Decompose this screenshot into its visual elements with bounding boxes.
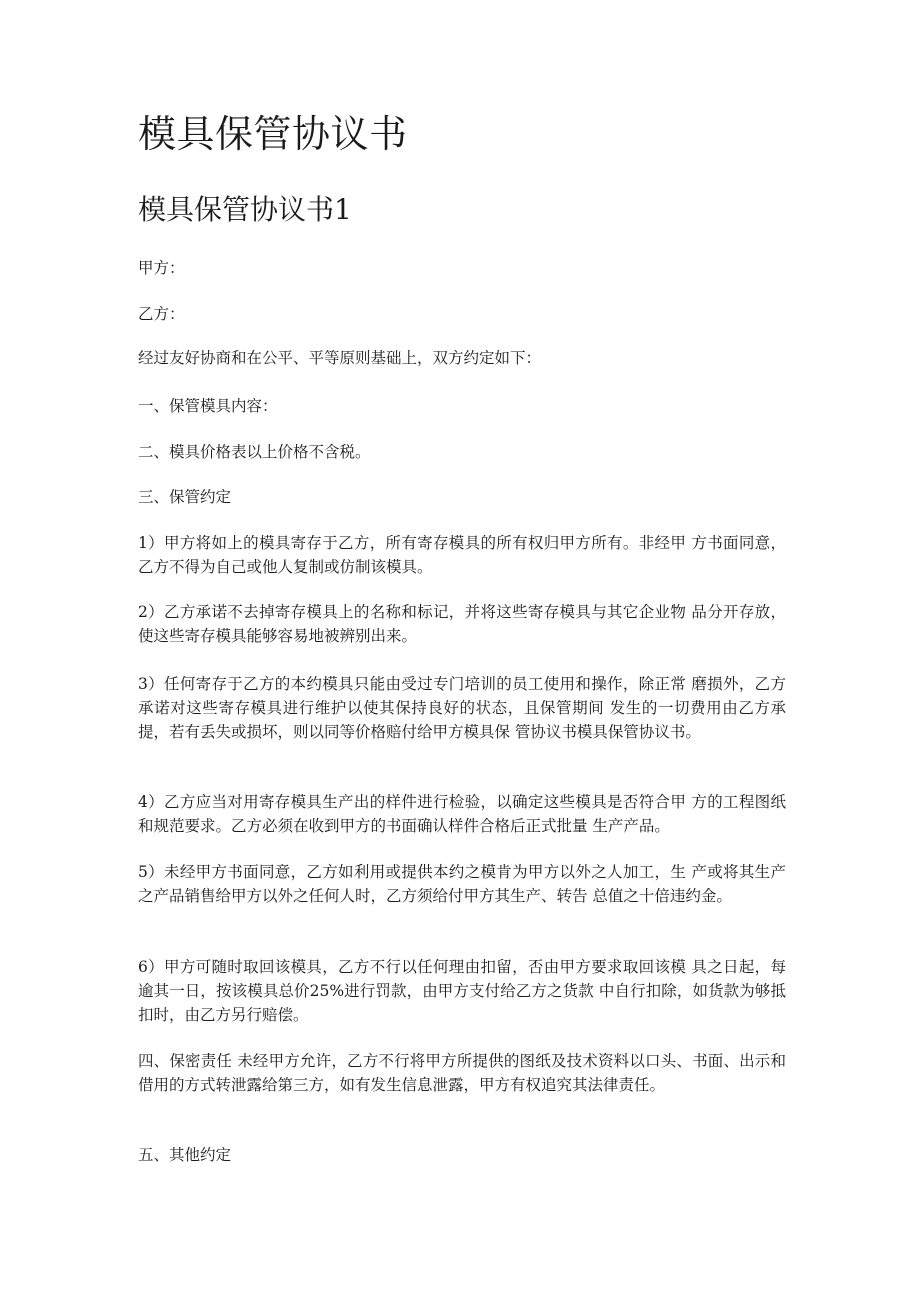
section-4-paragraph: 四、保密责任 未经甲方允许，乙方不行将甲方所提供的图纸及技术资料以口头、书面、出示和 借用的方式转泄露给第三方，如有发生信息泄露，甲方有权追究其法律责任。	[138, 1052, 786, 1094]
party-a-line: 甲方：	[138, 259, 185, 277]
party-b-line: 乙方：	[138, 305, 185, 323]
document-title: 模具保管协议书	[138, 112, 408, 156]
clause-5-paragraph: 5）未经甲方书面同意，乙方如利用或提供本约之模肯为甲方以外之人加工，生 产或将其生产之产品销售给甲方以外之任何人时，乙方须给付甲方其生产、转告 总值之十倍违约金。	[138, 863, 786, 905]
section-2-heading: 二、模具价格表以上价格不含税。	[138, 443, 371, 461]
clause-3-paragraph: 3）任何寄存于乙方的本约模具只能由受过专门培训的员工使用和操作，除正常 磨损外，乙方承诺对这些寄存模具进行维护以使其保持良好的状态，且保管期间 发生的一切费用由乙方承提，若有丢失或损坏，则以同等价格赔付给甲方模具保 管协议书模具保管协议书。	[138, 675, 786, 741]
clause-4-paragraph: 4）乙方应当对用寄存模具生产出的样件进行检验，以确定这些模具是否符合甲 方的工程图纸和规范要求。乙方必须在收到甲方的书面确认样件合格后正式批量 生产产品。	[138, 793, 786, 835]
clause-2-paragraph: 2）乙方承诺不去掉寄存模具上的名称和标记，并将这些寄存模具与其它企业物 品分开存放，使这些寄存模具能够容易地被辨别出来。	[138, 603, 786, 645]
document-subtitle: 模具保管协议书1	[138, 193, 352, 226]
section-3-heading: 三、保管约定	[138, 488, 232, 506]
clause-6-paragraph: 6）甲方可随时取回该模具，乙方不行以任何理由扣留，否由甲方要求取回该模 具之日起，每逾其一日，按该模具总价25%进行罚款，由甲方支付给乙方之货款 中自行扣除，如货款为够抵扣时，由乙方另行赔偿。	[138, 958, 786, 1024]
clause-1-paragraph: 1）甲方将如上的模具寄存于乙方，所有寄存模具的所有权归甲方所有。非经甲 方书面同意，乙方不得为自己或他人复制或仿制该模具。	[138, 534, 786, 576]
section-1-heading: 一、保管模具内容：	[138, 397, 278, 415]
section-5-heading: 五、其他约定	[138, 1146, 232, 1164]
preamble-paragraph: 经过友好协商和在公平、平等原则基础上，双方约定如下：	[138, 349, 542, 367]
